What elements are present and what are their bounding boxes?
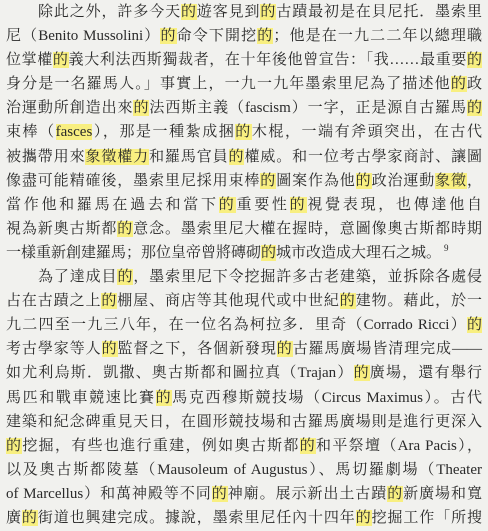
highlighted-text: 象徵權力 bbox=[85, 148, 150, 165]
text-line bbox=[6, 506, 482, 530]
text-run: 神廟。展示新出土古蹟 bbox=[227, 485, 388, 502]
text-run: 義大利法西斯獨裁者，在十年後他曾宣告：「我……最重要 bbox=[68, 52, 467, 69]
text-run: 馬克西穆斯競技場（Circus Maximus）。古代 bbox=[172, 389, 482, 406]
text-run: 考古學家等人 bbox=[6, 341, 102, 358]
text-run: 城市改造成大理石之城。 bbox=[276, 244, 442, 261]
text-run: 棚屋、商店等其他現代或中世紀 bbox=[117, 293, 340, 310]
text-run: 位掌權 bbox=[6, 52, 53, 69]
text-line bbox=[6, 361, 482, 385]
text-run: 為了達成目 bbox=[38, 269, 118, 286]
highlighted-text: 的 bbox=[276, 341, 293, 358]
highlighted-text: 的 bbox=[21, 509, 38, 526]
text-run: 法西斯主義（fascism）一字，正是源自古羅馬 bbox=[149, 100, 467, 117]
text-run: 像盡可能精確後，墨索里尼採用束棒 bbox=[6, 172, 261, 189]
text-run: 除此之外，許多今天 bbox=[38, 4, 181, 20]
text-line bbox=[6, 313, 482, 337]
text-line bbox=[6, 289, 482, 313]
text-line bbox=[6, 386, 482, 410]
text-line bbox=[6, 482, 482, 506]
text-run: 尼（Benito Mussolini） bbox=[6, 28, 161, 45]
highlighted-text: 的 bbox=[228, 148, 245, 165]
text-run: 木棍，一端有斧頭突出，在古代 bbox=[251, 124, 482, 141]
highlighted-text: fasces bbox=[55, 124, 93, 141]
highlighted-text: 的 bbox=[355, 509, 372, 526]
text-run: 身分是一名羅馬人。」事實上，一九一九年墨索里尼為了描述他 bbox=[6, 76, 451, 93]
text-run: 命令下開挖 bbox=[176, 28, 258, 45]
highlighted-text: 的 bbox=[466, 52, 482, 69]
highlighted-text: 的 bbox=[353, 365, 370, 382]
text-run: 街道也興建完成。據說，墨索里尼任內十四年 bbox=[37, 509, 356, 526]
highlighted-text: 的 bbox=[257, 28, 274, 45]
text-run: 和羅馬官員 bbox=[149, 148, 229, 165]
highlighted-text: 的 bbox=[260, 4, 277, 20]
highlighted-text: 的 bbox=[450, 76, 467, 93]
text-run: 挖掘，有些也進行重建，例如奧古斯都 bbox=[22, 437, 300, 454]
text-run: 占在古蹟之上 bbox=[6, 293, 102, 310]
highlighted-text: 的 bbox=[235, 124, 252, 141]
text-run: 如尤利烏斯．凱撒、奧古斯都和圖拉真（Trajan） bbox=[6, 365, 354, 382]
text-line bbox=[6, 24, 482, 48]
text-line bbox=[6, 265, 482, 289]
highlighted-text: 的 bbox=[133, 100, 150, 117]
text-line bbox=[6, 337, 482, 361]
text-line bbox=[6, 193, 482, 217]
highlighted-text: 的 bbox=[299, 437, 317, 454]
text-run: 古蹟最初是在貝尼托．墨索里 bbox=[276, 4, 482, 20]
text-line bbox=[6, 458, 482, 482]
text-run: ），那是一種紮成捆 bbox=[92, 124, 236, 141]
text-run: 新廣場和寬 bbox=[403, 485, 482, 502]
highlighted-text: 的 bbox=[211, 485, 228, 502]
text-run: 重要性 bbox=[236, 196, 290, 213]
highlighted-text: 的 bbox=[160, 28, 177, 45]
highlighted-text: 的 bbox=[261, 244, 277, 261]
text-run: 遊客見到 bbox=[196, 4, 261, 20]
text-run: 廣 bbox=[6, 509, 22, 526]
highlighted-text: 的 bbox=[117, 220, 134, 237]
text-line bbox=[6, 120, 482, 144]
text-run: ，墨索里尼下令挖掘許多古老建築，並拆除各處侵 bbox=[133, 269, 482, 286]
footnote-ref: 9 bbox=[444, 242, 449, 253]
text-run: of Marcellus）和萬神殿等不同 bbox=[6, 485, 212, 502]
highlighted-text: 的 bbox=[339, 293, 356, 310]
text-line bbox=[6, 72, 482, 96]
text-run: 建築和紀念碑重見天日，在圓形競技場和古羅馬廣場則是進行更深入 bbox=[6, 413, 482, 430]
highlighted-text: 的 bbox=[387, 485, 404, 502]
paragraph-1 bbox=[6, 0, 482, 265]
text-run: 馬匹和戰車競速比賽 bbox=[6, 389, 156, 406]
text-line bbox=[6, 0, 482, 24]
text-run: 政治運動 bbox=[371, 172, 436, 189]
text-run: 權威。和一位考古學家商討、讓圖 bbox=[244, 148, 482, 165]
text-run: 監督之下，各個新發現 bbox=[117, 341, 277, 358]
text-run: 以及奧古斯都陵墓（Mausoleum of Augustus）、馬切羅劇場（Theater bbox=[6, 461, 482, 478]
highlighted-text: 的 bbox=[101, 293, 118, 310]
highlighted-text: 的 bbox=[101, 341, 118, 358]
text-run: 視為新奧古斯都 bbox=[6, 220, 118, 237]
highlighted-text: 的 bbox=[218, 196, 237, 213]
text-line bbox=[6, 217, 482, 241]
highlighted-text: 的 bbox=[355, 172, 372, 189]
highlighted-text: 的 bbox=[155, 389, 173, 406]
highlighted-text: 的 bbox=[466, 317, 482, 334]
text-line bbox=[6, 48, 482, 72]
text-run: ；他是在一九二二年以總理職 bbox=[273, 28, 482, 45]
text-run: 當作他和羅馬在過去和當下 bbox=[6, 196, 219, 213]
text-run: 圖案作為他 bbox=[276, 172, 356, 189]
text-line bbox=[6, 241, 482, 265]
text-run: 政 bbox=[466, 76, 482, 93]
text-run: 挖掘工作「所搜 bbox=[371, 509, 482, 526]
text-run: 建物。藉此，於一 bbox=[355, 293, 482, 310]
text-run: 一樣重新創建羅馬；那位皇帝曾將磚砌 bbox=[6, 244, 262, 261]
text-run: 被攜帶用來 bbox=[6, 148, 86, 165]
highlighted-text: 的 bbox=[52, 52, 69, 69]
text-run: 意念。墨索里尼大權在握時，意圖像奧古斯都時期 bbox=[133, 220, 482, 237]
paragraph-2 bbox=[6, 265, 482, 530]
text-line bbox=[6, 145, 482, 169]
text-run: 和平祭壇（Ara Pacis）， bbox=[316, 437, 482, 454]
text-run: 古羅馬廣場皆清理完成—— bbox=[292, 341, 482, 358]
text-run: 廣場，還有舉行 bbox=[369, 365, 482, 382]
text-line bbox=[6, 410, 482, 434]
text-run: 九二四至一九三八年，在一位名為柯拉多．里奇（Corrado Ricci） bbox=[6, 317, 467, 334]
highlighted-text: 的 bbox=[260, 172, 277, 189]
highlighted-text: 的 bbox=[6, 437, 23, 454]
highlighted-text: 象徵 bbox=[435, 172, 467, 189]
text-line bbox=[6, 96, 482, 120]
highlighted-text: 的 bbox=[180, 4, 197, 20]
highlighted-text: 的 bbox=[289, 196, 308, 213]
text-run: 治運動所創造出來 bbox=[6, 100, 134, 117]
text-run: 視覺表現，也傳達他自 bbox=[307, 196, 482, 213]
text-run: ， bbox=[466, 172, 482, 189]
text-line bbox=[6, 169, 482, 193]
highlighted-text: 的 bbox=[117, 269, 134, 286]
highlighted-text: 的 bbox=[466, 100, 482, 117]
text-line bbox=[6, 434, 482, 458]
text-body bbox=[6, 0, 482, 530]
text-run: 束棒（ bbox=[6, 124, 56, 141]
